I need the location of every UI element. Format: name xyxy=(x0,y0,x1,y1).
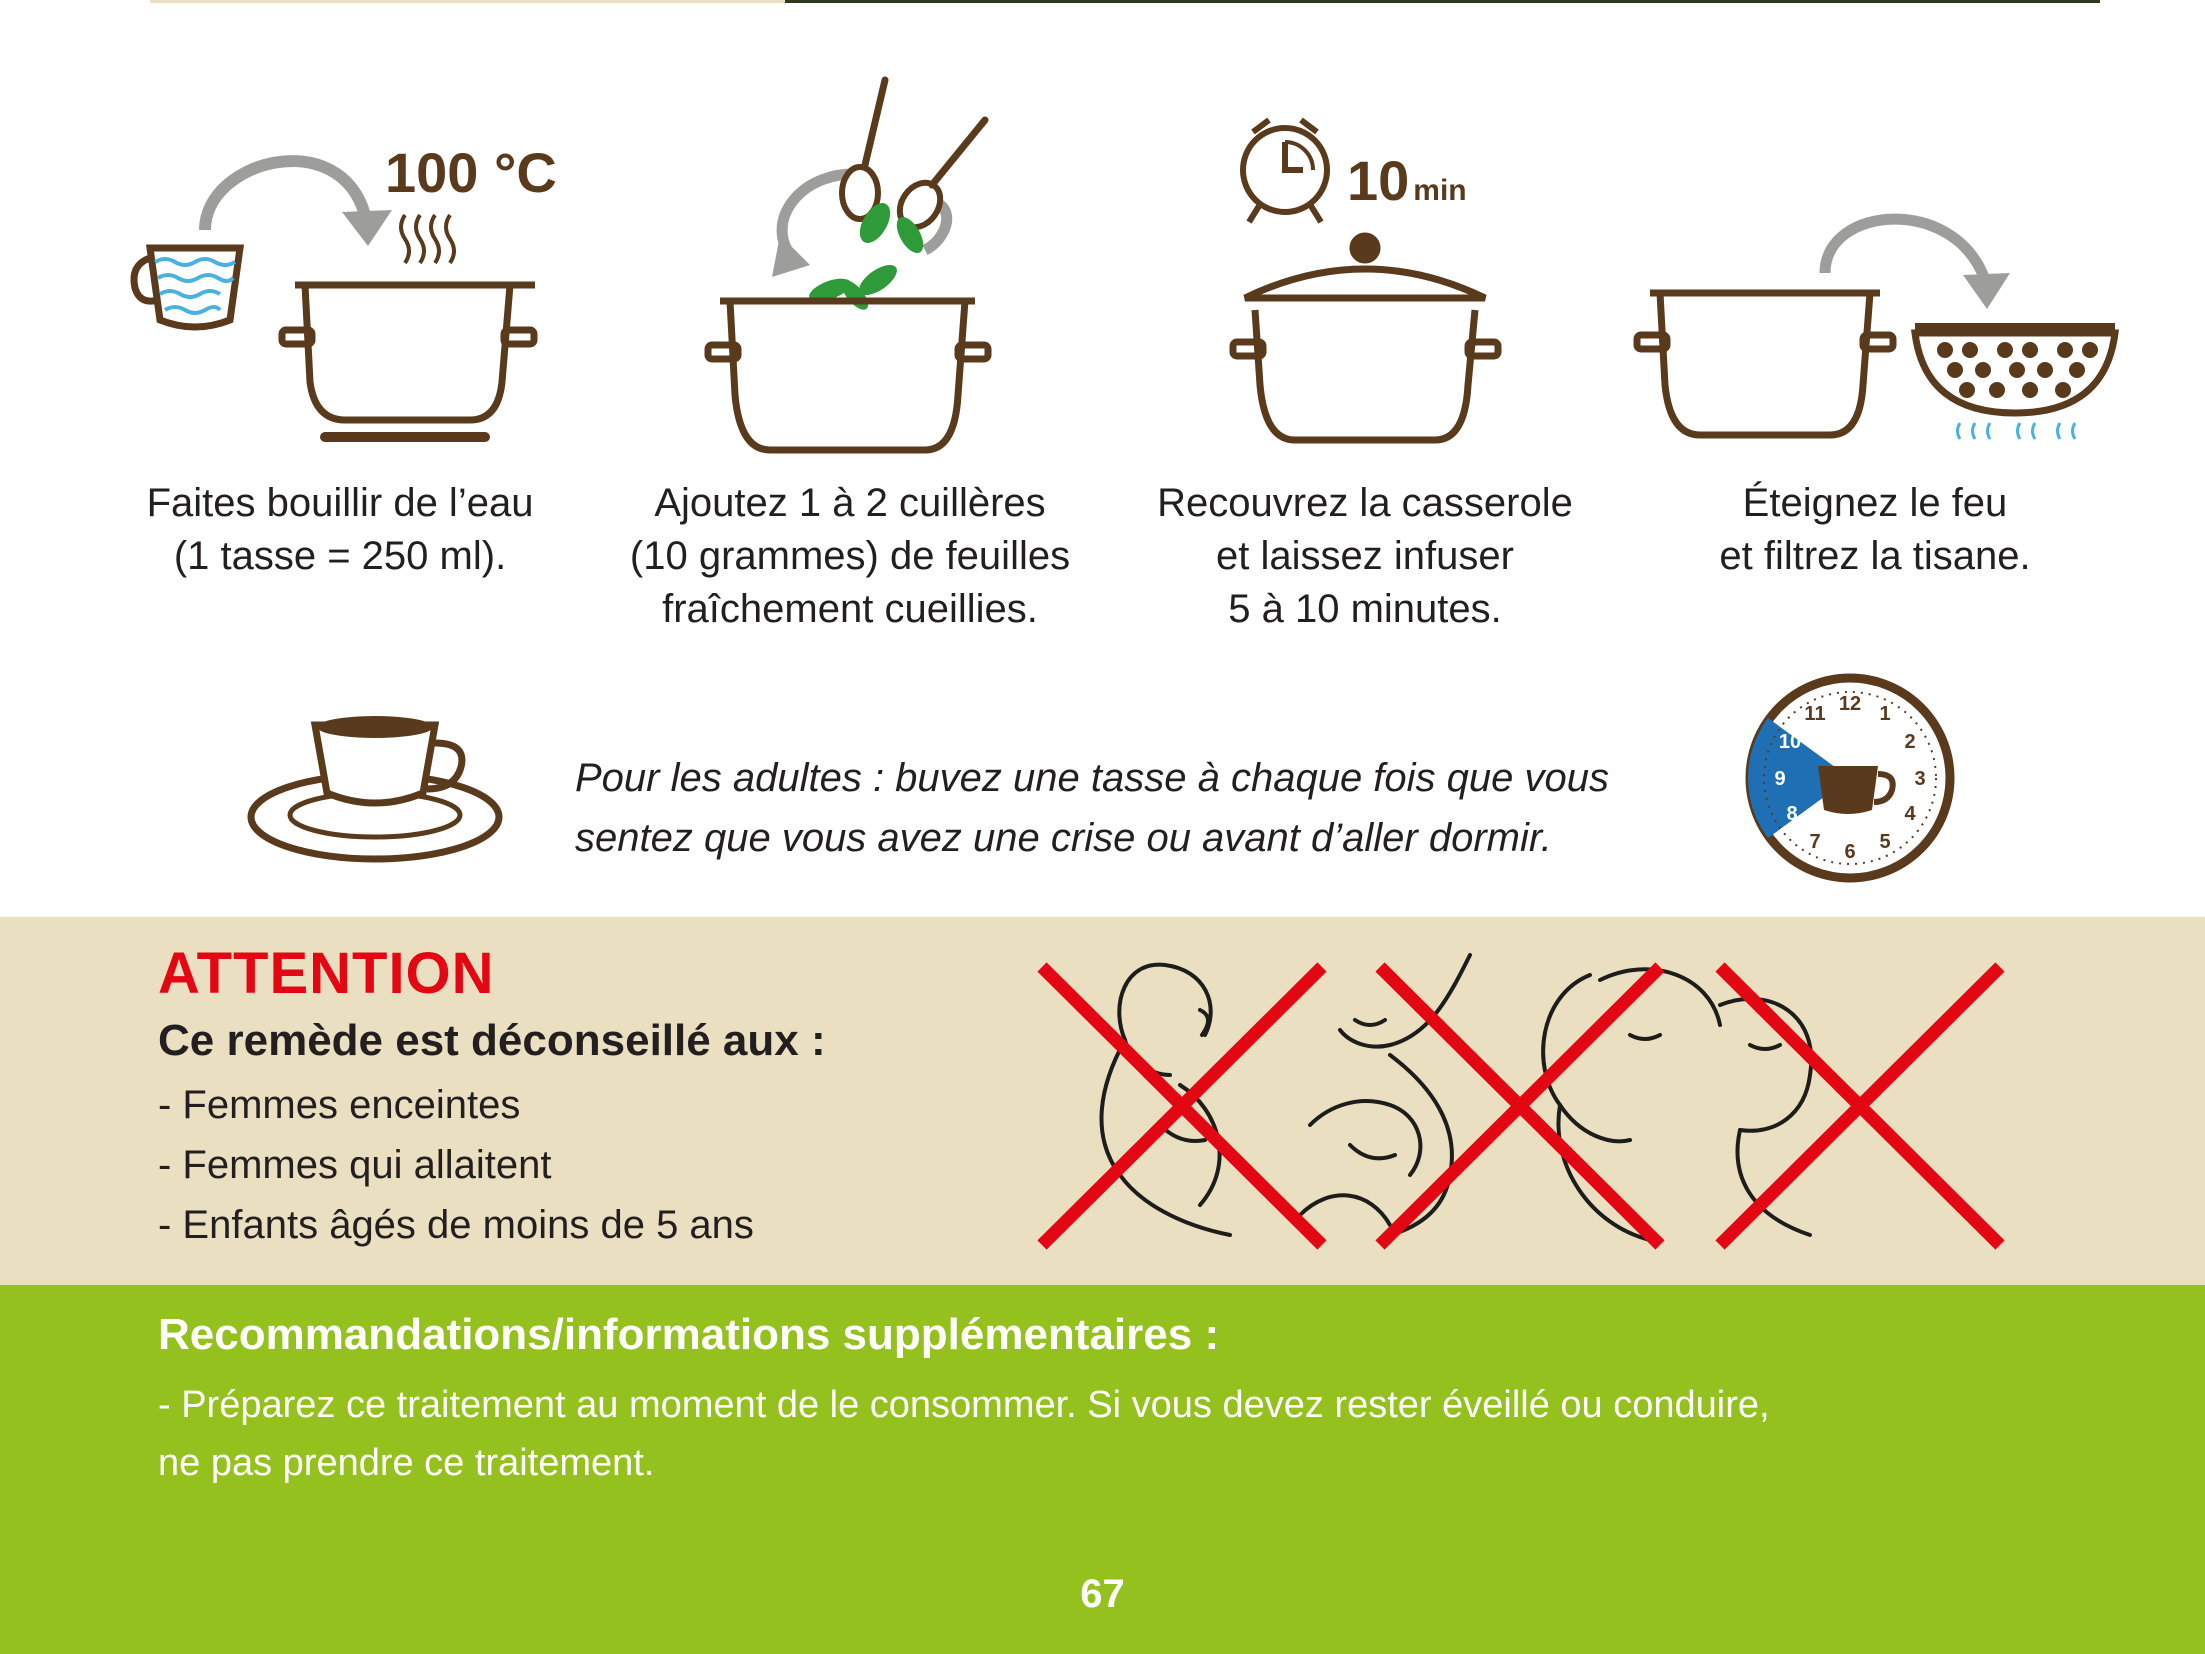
clock-num-6: 6 xyxy=(1844,841,1856,863)
steam-icon xyxy=(401,215,454,263)
red-cross-icon xyxy=(1720,967,2000,1245)
spoons-leaves-icon xyxy=(772,80,985,314)
recommendations-title: Recommandations/informations supplémentaires : xyxy=(158,1310,1220,1359)
clock-num-12: 12 xyxy=(1838,693,1862,715)
alarm-clock-icon xyxy=(1243,120,1327,222)
clock-cup xyxy=(1818,766,1878,814)
contraindication-illustrations xyxy=(1030,935,2030,1255)
pot-icon xyxy=(708,301,988,450)
breastfeeding-icon xyxy=(1300,955,1470,1235)
temperature-label: 100 °C xyxy=(385,141,557,204)
top-border-dark xyxy=(785,0,2100,3)
attention-item-children: - Enfants âgés de moins de 5 ans xyxy=(158,1203,754,1247)
pot-with-lid-icon xyxy=(1233,236,1498,440)
clock-num-2: 2 xyxy=(1904,731,1916,753)
pregnant-woman-icon xyxy=(1101,965,1230,1235)
filter-illustration xyxy=(1625,195,2125,465)
clock-num-10: 10 xyxy=(1778,731,1802,753)
cup-to-pot-arrow-icon xyxy=(205,161,392,246)
step-4-caption: Éteignez le feu et filtrez la tisane. xyxy=(1719,481,2031,578)
clock-num-9: 9 xyxy=(1774,768,1786,790)
water-cup-icon xyxy=(134,248,240,327)
attention-item-breastfeeding: - Femmes qui allaitent xyxy=(158,1143,552,1187)
time-value: 10 xyxy=(1347,149,1410,212)
recommendations-text: - Préparez ce traitement au moment de le consommer. Si vous devez rester éveillé ou conduire, ne pas prendre ce traitement. xyxy=(158,1384,1770,1484)
pot-icon xyxy=(282,285,535,420)
attention-subtitle: Ce remède est déconseillé aux : xyxy=(158,1016,826,1065)
attention-title: ATTENTION xyxy=(158,941,495,1006)
time-label xyxy=(1347,148,1467,213)
pot-icon xyxy=(1637,293,1893,435)
attention-item-pregnant: - Femmes enceintes xyxy=(158,1083,521,1127)
clock-num-1: 1 xyxy=(1879,703,1891,725)
adult-instruction: Pour les adultes : buvez une tasse à chaque fois que vous sentez que vous avez une crise ou avant d’aller dormir. xyxy=(575,756,1610,860)
attention-list xyxy=(158,1075,754,1255)
clock-num-11: 11 xyxy=(1804,703,1826,725)
step-1-caption: Faites bouillir de l’eau (1 tasse = 250 ml). xyxy=(146,481,534,578)
red-cross-icon xyxy=(1042,967,1322,1245)
step-2-caption: Ajoutez 1 à 2 cuillères (10 grammes) de feuilles fraîchement cueillies. xyxy=(629,481,1071,631)
clock-num-7: 7 xyxy=(1809,831,1821,853)
cup-saucer-icon xyxy=(245,705,515,870)
add-leaves-illustration xyxy=(700,65,1000,460)
colander-icon xyxy=(1915,327,2115,439)
clock-num-5: 5 xyxy=(1879,831,1891,853)
clock-num-8: 8 xyxy=(1786,803,1798,825)
page-number: 67 xyxy=(1080,1572,1125,1616)
burner-icon xyxy=(320,432,490,442)
clock-num-3: 3 xyxy=(1914,768,1926,790)
clock-num-4: 4 xyxy=(1904,803,1916,825)
clock-cup-icon xyxy=(1740,668,1960,888)
time-unit: min xyxy=(1413,174,1467,207)
step-3-caption: Recouvrez la casserole et laissez infuser 5 à 10 minutes. xyxy=(1157,481,1573,631)
red-cross-icon xyxy=(1380,967,1660,1245)
